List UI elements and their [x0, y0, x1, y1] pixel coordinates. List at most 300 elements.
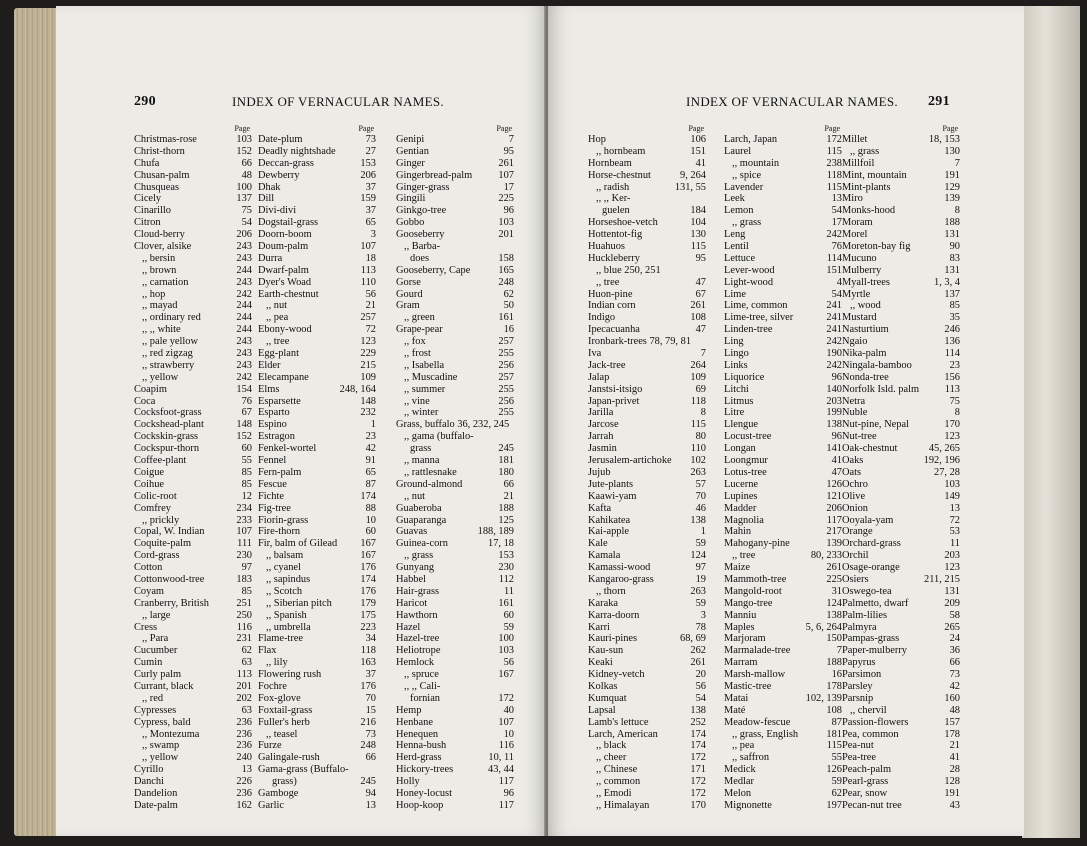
- index-entry: [258, 526, 376, 538]
- index-columns: [588, 124, 996, 811]
- entry-term: ,, nut: [404, 490, 426, 502]
- entry-page: 151: [826, 264, 842, 276]
- entry-page: 59: [831, 776, 842, 788]
- entry-page: 108: [826, 704, 842, 716]
- entry-page: 104: [690, 217, 706, 229]
- entry-page: 68, 69: [680, 633, 706, 645]
- entry-page: 118: [360, 645, 376, 657]
- entry-term: Karra-doorn: [588, 609, 640, 621]
- entry-term: Herd-grass: [396, 752, 442, 764]
- entry-term: Melon: [724, 787, 752, 799]
- entry-page: 10: [365, 514, 376, 526]
- entry-term: Kahikatea: [588, 514, 631, 526]
- index-entry: [396, 526, 514, 538]
- entry-page: 114: [826, 252, 842, 264]
- index-column: [396, 124, 514, 812]
- index-entry: [842, 312, 960, 324]
- entry-page: 47: [695, 324, 706, 336]
- column-header: Page: [824, 124, 840, 133]
- index-entry: [396, 681, 514, 693]
- entry-term: Karaka: [588, 597, 618, 609]
- index-entry: [134, 776, 252, 788]
- entry-page: 244: [236, 324, 252, 336]
- index-entry: [258, 289, 376, 301]
- entry-term: Habbel: [396, 573, 427, 585]
- entry-term: Chusan-palm: [134, 169, 190, 181]
- entry-page: 21: [949, 740, 960, 752]
- entry-term: ,, Emodi: [596, 787, 632, 799]
- entry-page: 59: [503, 621, 514, 633]
- entry-term: Leng: [724, 229, 746, 241]
- entry-page: 261: [690, 300, 706, 312]
- index-entry: [396, 205, 514, 217]
- index-entry: [588, 182, 706, 194]
- index-entry: [724, 752, 842, 764]
- index-entry: [588, 574, 706, 586]
- entry-page: 156: [944, 371, 960, 383]
- entry-term: ,, brown: [142, 264, 177, 276]
- entry-term: Ground-almond: [396, 478, 463, 490]
- entry-term: Coca: [134, 395, 156, 407]
- entry-term: ,, Isabella: [404, 359, 445, 371]
- entry-page: 17, 18: [488, 538, 514, 550]
- entry-term: ,, Muscadine: [404, 371, 458, 383]
- entry-term: Dewberry: [258, 169, 300, 181]
- entry-term: Henequen: [396, 728, 439, 740]
- entry-page: 15: [365, 704, 376, 716]
- entry-page: 203: [944, 550, 960, 562]
- entry-page: 223: [360, 621, 376, 633]
- entry-page: 11: [949, 538, 960, 550]
- entry-page: 7: [508, 134, 514, 145]
- index-entry: [724, 669, 842, 681]
- entry-page: 264: [690, 359, 706, 371]
- entry-page: 236: [236, 740, 252, 752]
- entry-page: 131: [944, 264, 960, 276]
- index-entry: [134, 764, 252, 776]
- index-entry: [724, 515, 842, 527]
- index-entry: [724, 479, 842, 491]
- index-entry: [396, 312, 514, 324]
- entry-term: Hottentot-fig: [588, 229, 643, 241]
- entry-term: Hawthorn: [396, 609, 438, 621]
- index-entry: [396, 705, 514, 717]
- index-entry: [134, 503, 252, 515]
- entry-page: 41: [831, 455, 842, 467]
- index-entry: [588, 229, 706, 241]
- entry-term: ,, Siberian pitch: [266, 597, 332, 609]
- entry-page: 131: [944, 229, 960, 241]
- entry-term: ,, black: [596, 740, 627, 752]
- index-entry: [396, 384, 514, 396]
- entry-term: Japan-privet: [588, 395, 640, 407]
- entry-term: Hemp: [396, 704, 422, 716]
- index-entry: [258, 360, 376, 372]
- entry-page: 65: [365, 217, 376, 229]
- entry-page: 112: [498, 573, 514, 585]
- entry-page: 138: [690, 704, 706, 716]
- entry-term: Hazel-tree: [396, 633, 440, 645]
- entry-term: ,, manna: [404, 455, 440, 467]
- entry-page: 178: [944, 728, 960, 740]
- entry-page: 256: [498, 395, 514, 407]
- entry-page: 206: [236, 229, 252, 241]
- index-entry: [134, 146, 252, 158]
- entry-page: 179: [360, 597, 376, 609]
- index-entry: [134, 182, 252, 194]
- entry-page: 172: [826, 134, 842, 145]
- index-entry: [134, 455, 252, 467]
- entry-page: 152: [236, 431, 252, 443]
- index-entry: [724, 550, 842, 562]
- entry-page: 36: [949, 645, 960, 657]
- index-entry: [134, 396, 252, 408]
- index-entry: [396, 158, 514, 170]
- index-entry: [724, 764, 842, 776]
- entry-term: ,, Scotch: [266, 585, 303, 597]
- entry-term: Grape-pear: [396, 324, 443, 336]
- index-entry: [724, 324, 842, 336]
- index-entry: [258, 764, 376, 776]
- entry-term: Guaparanga: [396, 514, 447, 526]
- entry-page: 8: [700, 407, 706, 419]
- entry-page: 233: [236, 514, 252, 526]
- entry-term: Gamboge: [258, 787, 299, 799]
- entry-page: 87: [831, 716, 842, 728]
- entry-page: 96: [503, 205, 514, 217]
- index-entry: [258, 657, 376, 669]
- entry-term: ,, yellow: [142, 371, 179, 383]
- index-entry: [724, 253, 842, 265]
- entry-term: Lucerne: [724, 478, 759, 490]
- entry-page: 8: [954, 205, 960, 217]
- index-entry: [134, 360, 252, 372]
- entry-page: 31: [831, 585, 842, 597]
- index-entry: [842, 586, 960, 598]
- entry-term: ,, pale yellow: [142, 336, 198, 348]
- entry-term: Lotus-tree: [724, 466, 767, 478]
- entry-term: Gorse: [396, 276, 421, 288]
- entry-page: 27: [365, 145, 376, 157]
- index-entry: [588, 491, 706, 503]
- index-entry: [588, 562, 706, 574]
- index-entry: [396, 491, 514, 503]
- entry-term: Fenkel-wortel: [258, 443, 317, 455]
- index-entry: [588, 776, 706, 788]
- index-entry: [588, 669, 706, 681]
- entry-page: 216: [360, 716, 376, 728]
- entry-term: Elder: [258, 359, 281, 371]
- entry-page: 174: [360, 490, 376, 502]
- entry-term: Kale: [588, 538, 608, 550]
- entry-page: 75: [241, 205, 252, 217]
- entry-page: 10: [503, 728, 514, 740]
- index-entry: [134, 586, 252, 598]
- index-entry: [258, 503, 376, 515]
- entry-page: [512, 419, 514, 431]
- entry-page: 43: [949, 799, 960, 811]
- entry-page: 242: [826, 229, 842, 241]
- entry-term: Dyer's Woad: [258, 276, 312, 288]
- entry-page: 67: [241, 407, 252, 419]
- entry-term: ,, tree: [732, 550, 756, 562]
- index-entry: [588, 372, 706, 384]
- entry-term: ,, red: [142, 692, 164, 704]
- index-entry: [588, 586, 706, 598]
- index-entry: [842, 289, 960, 301]
- index-entry: [258, 336, 376, 348]
- entry-page: 162: [236, 799, 252, 811]
- index-entry: [588, 312, 706, 324]
- entry-term: Links: [724, 359, 748, 371]
- entry-term: Huon-pine: [588, 288, 633, 300]
- index-entry: [396, 348, 514, 360]
- entry-page: [512, 431, 514, 443]
- index-entry: [842, 705, 960, 717]
- entry-term: Indian corn: [588, 300, 636, 312]
- entry-page: 91: [365, 455, 376, 467]
- entry-term: Dill: [258, 193, 275, 205]
- index-entry: [724, 800, 842, 812]
- index-entry: [396, 170, 514, 182]
- entry-page: 236: [236, 728, 252, 740]
- entry-page: 10, 11: [488, 752, 514, 764]
- entry-page: 131: [944, 585, 960, 597]
- entry-term: Hickory-trees: [396, 764, 454, 776]
- entry-term: Huckleberry: [588, 252, 640, 264]
- entry-term: Lime, common: [724, 300, 788, 312]
- entry-page: 42: [949, 680, 960, 692]
- entry-term: Henna-bush: [396, 740, 447, 752]
- entry-term: Orange: [842, 526, 873, 538]
- index-column: [258, 124, 376, 812]
- index-entry: [724, 312, 842, 324]
- entry-page: 72: [949, 514, 960, 526]
- entry-term: Egg-plant: [258, 348, 299, 360]
- index-entry: [724, 229, 842, 241]
- entry-term: Lime: [724, 288, 746, 300]
- index-entry: [842, 538, 960, 550]
- index-entry: [724, 431, 842, 443]
- entry-term: Date-palm: [134, 799, 178, 811]
- index-entry: [396, 324, 514, 336]
- entry-term: guelen: [602, 205, 630, 217]
- entry-term: Cocksfoot-grass: [134, 407, 202, 419]
- entry-term: Paper-mulberry: [842, 645, 907, 657]
- index-entry: [842, 146, 960, 158]
- entry-term: Magnolia: [724, 514, 764, 526]
- entry-page: 43, 44: [488, 764, 514, 776]
- entry-term: Maté: [724, 704, 746, 716]
- entry-term: Kamassi-wood: [588, 562, 651, 574]
- entry-term: Ningala-bamboo: [842, 359, 912, 371]
- entry-page: 108: [690, 312, 706, 324]
- entry-page: 261: [690, 657, 706, 669]
- entry-page: 167: [360, 550, 376, 562]
- index-entry: [396, 645, 514, 657]
- entry-page: 41: [695, 157, 706, 169]
- entry-page: 139: [944, 193, 960, 205]
- entry-page: 110: [690, 443, 706, 455]
- entry-term: Norfolk Isld. palm: [842, 383, 920, 395]
- entry-page: 66: [241, 157, 252, 169]
- index-entry: [724, 348, 842, 360]
- index-entry: [724, 134, 842, 146]
- entry-page: 1: [370, 419, 376, 431]
- index-entry: [588, 431, 706, 443]
- index-entry: [396, 217, 514, 229]
- index-entry: [134, 788, 252, 800]
- index-entry: [724, 586, 842, 598]
- index-entry: [258, 384, 376, 396]
- entry-page: 154: [236, 383, 252, 395]
- page-edges-left: [14, 8, 58, 836]
- entry-term: Osage-orange: [842, 562, 900, 574]
- index-entry: [842, 633, 960, 645]
- entry-term: ,, common: [596, 776, 641, 788]
- entry-page: 37: [365, 669, 376, 681]
- entry-page: 62: [503, 288, 514, 300]
- entry-page: 13: [949, 502, 960, 514]
- entry-term: Marmalade-tree: [724, 645, 791, 657]
- entry-page: 114: [944, 348, 960, 360]
- entry-page: 1: [700, 526, 706, 538]
- entry-term: Dhak: [258, 181, 281, 193]
- entry-term: Cress: [134, 621, 158, 633]
- entry-page: 161: [498, 597, 514, 609]
- index-entry: [588, 205, 706, 217]
- index-entry: [258, 253, 376, 265]
- index-entry: [134, 265, 252, 277]
- entry-page: 265: [944, 621, 960, 633]
- entry-page: 16: [831, 669, 842, 681]
- entry-term: ,, thorn: [596, 585, 626, 597]
- entry-page: 261: [826, 562, 842, 574]
- index-entry: [258, 348, 376, 360]
- index-entry: [258, 681, 376, 693]
- entry-page: 161: [498, 312, 514, 324]
- index-entry: [396, 396, 514, 408]
- entry-page: 96: [831, 371, 842, 383]
- entry-term: Iva: [588, 348, 602, 360]
- entry-term: Loongmur: [724, 455, 768, 467]
- index-entry: [588, 443, 706, 455]
- entry-page: 255: [498, 407, 514, 419]
- entry-page: 96: [831, 431, 842, 443]
- index-entry: [134, 633, 252, 645]
- entry-page: 11: [503, 585, 514, 597]
- left-page: [56, 6, 546, 836]
- index-entry: [134, 134, 252, 146]
- index-entry: [588, 622, 706, 634]
- index-entry: [396, 431, 514, 443]
- index-entry: [258, 158, 376, 170]
- entry-page: 116: [236, 621, 252, 633]
- entry-term: Myrtle: [842, 288, 871, 300]
- index-column: [724, 124, 842, 812]
- entry-term: Ginger: [396, 157, 425, 169]
- entry-page: 56: [503, 657, 514, 669]
- entry-page: 21: [365, 300, 376, 312]
- entry-page: 203: [826, 395, 842, 407]
- index-entry: [396, 372, 514, 384]
- entry-term: Mango-tree: [724, 597, 773, 609]
- entry-term: Jarcose: [588, 419, 619, 431]
- entry-term: Lamb's lettuce: [588, 716, 649, 728]
- entry-term: Millet: [842, 134, 868, 145]
- index-entry: [396, 503, 514, 515]
- entry-page: 72: [365, 324, 376, 336]
- entry-page: 243: [236, 359, 252, 371]
- entry-term: Jasmin: [588, 443, 617, 455]
- entry-page: 118: [690, 395, 706, 407]
- index-entry: [724, 289, 842, 301]
- index-entry: [842, 717, 960, 729]
- index-entry: [396, 277, 514, 289]
- entry-page: 217: [826, 526, 842, 538]
- entry-page: 251: [236, 597, 252, 609]
- index-entry: [724, 622, 842, 634]
- entry-term: Mustard: [842, 312, 877, 324]
- entry-term: Orchil: [842, 550, 869, 562]
- entry-page: 201: [498, 229, 514, 241]
- entry-page: [374, 764, 376, 776]
- entry-page: 126: [826, 478, 842, 490]
- entry-term: Kai-apple: [588, 526, 629, 538]
- index-entry: [588, 526, 706, 538]
- entry-page: 226: [236, 776, 252, 788]
- entry-term: Ngaio: [842, 336, 868, 348]
- index-entry: [842, 134, 960, 146]
- entry-term: ,, lily: [266, 657, 288, 669]
- entry-term: ,, ,, white: [142, 324, 181, 336]
- entry-term: Galingale-rush: [258, 752, 320, 764]
- entry-page: 153: [498, 550, 514, 562]
- index-entry: [842, 693, 960, 705]
- entry-term: Maize: [724, 562, 750, 574]
- entry-page: 238: [826, 157, 842, 169]
- index-entry: [258, 277, 376, 289]
- entry-term: ,, grass: [404, 550, 434, 562]
- entry-page: 126: [826, 764, 842, 776]
- entry-term: Genipi: [396, 134, 425, 145]
- running-head: INDEX OF VERNACULAR NAMES.: [232, 94, 444, 109]
- index-entry: [134, 681, 252, 693]
- entry-term: Kamala: [588, 550, 621, 562]
- entry-term: Deadly nightshade: [258, 145, 336, 157]
- entry-term: ,, ordinary red: [142, 312, 201, 324]
- index-entry: [724, 740, 842, 752]
- index-entry: [258, 407, 376, 419]
- entry-page: 211, 215: [924, 573, 960, 585]
- entry-term: Gama-grass (Buffalo-: [258, 764, 349, 776]
- index-entry: [588, 324, 706, 336]
- entry-term: Cottonwood-tree: [134, 573, 205, 585]
- index-entry: [396, 764, 514, 776]
- entry-page: 100: [498, 633, 514, 645]
- entry-page: 97: [695, 562, 706, 574]
- index-entry: [396, 515, 514, 527]
- entry-page: 103: [944, 478, 960, 490]
- entry-term: Holly: [396, 776, 420, 788]
- entry-page: [704, 336, 706, 348]
- entry-term: Nut-tree: [842, 431, 877, 443]
- index-entry: [842, 241, 960, 253]
- entry-page: 201: [236, 680, 252, 692]
- entry-page: 191: [944, 169, 960, 181]
- index-entry: [134, 336, 252, 348]
- index-entry: [842, 574, 960, 586]
